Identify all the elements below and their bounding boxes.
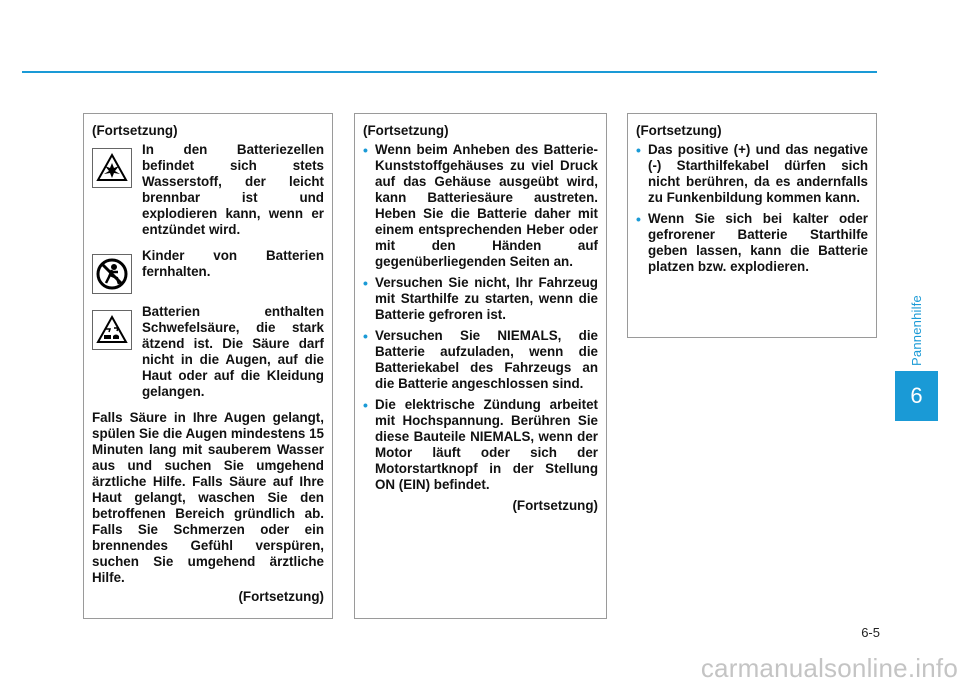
warning-panel-3 xyxy=(627,113,877,338)
section-side-label xyxy=(906,294,926,366)
warning-text: Batterien enthalten Schwefelsäure, die stark ätzend ist. Die Säure darf nicht in die Augen, auf die Haut oder auf die Kleidung gelangen. xyxy=(142,304,324,399)
chapter-tab: 6 xyxy=(895,371,938,421)
bullet-icon: • xyxy=(636,142,641,158)
section-label-text: Pannenhilfe xyxy=(908,294,924,366)
page-number: 6-5 xyxy=(861,625,880,640)
warning-text: Kinder von Batterien fernhalten. xyxy=(142,248,324,279)
warning-panel-2 xyxy=(354,113,607,619)
warning-explosion xyxy=(92,142,324,238)
list-item: • Versuchen Sie nicht, Ihr Fahrzeug mit Starthilfe zu starten, wenn die Batterie gefroren ist. xyxy=(363,275,598,322)
list-item: • Wenn beim Anheben des Batterie-Kunststoffgehäuses zu viel Druck auf das Gehäuse ausgeübt wird, kann Batteriesäure austreten. Heben Sie die Batterie daher mit einem entsprechenden Heber oder mit den Händen auf gegenüberliegenden Seiten an. xyxy=(363,142,598,269)
list-item: • Versuchen Sie NIEMALS, die Batterie aufzuladen, wenn die Batteriekabel des Fahrzeugs an die Batterie angeschlossen sind. xyxy=(363,328,598,391)
bullet-icon: • xyxy=(363,142,368,158)
bullet-icon: • xyxy=(363,397,368,413)
bullet-icon: • xyxy=(363,275,368,291)
warning-list xyxy=(636,142,868,275)
warning-text: In den Batteriezellen befindet sich stets Wasserstoff, der leicht brennbar ist und explodieren kann, wenn er entzündet wird. xyxy=(142,142,324,237)
continued-heading: (Fortsetzung) xyxy=(636,123,722,138)
warning-children xyxy=(92,248,324,294)
corrosive-acid-icon xyxy=(92,310,132,350)
continued-footer: (Fortsetzung) xyxy=(512,498,598,513)
list-item: • Wenn Sie sich bei kalter oder gefrorener Batterie Starthilfe geben lassen, kann die Batterie platzen bzw. explodieren. xyxy=(636,211,868,274)
bullet-icon: • xyxy=(363,328,368,344)
warning-acid xyxy=(92,304,324,400)
continued-footer: (Fortsetzung) xyxy=(238,589,324,604)
continued-heading: (Fortsetzung) xyxy=(363,123,449,138)
header-rule xyxy=(22,71,877,73)
watermark: carmanualsonline.info xyxy=(700,653,958,683)
explosion-warning-icon xyxy=(92,148,132,188)
continued-heading: (Fortsetzung) xyxy=(92,123,178,138)
warning-panel-1 xyxy=(83,113,333,619)
keep-children-away-icon xyxy=(92,254,132,294)
bullet-icon: • xyxy=(636,211,641,227)
list-item: • Die elektrische Zündung arbeitet mit Hochspannung. Berühren Sie diese Bauteile NIEMALS, wenn der Motor läuft oder sich der Motorstartknopf in der Stellung ON (EIN) befindet. xyxy=(363,397,598,492)
warning-list xyxy=(363,142,598,493)
acid-first-aid-text: Falls Säure in Ihre Augen gelangt, spülen Sie die Augen mindestens 15 Minuten lang mit sauberem Wasser aus und suchen Sie umgehend ärztliche Hilfe. Falls Säure auf Ihre Haut gelangt, waschen Sie den betroffenen Bereich gründlich ab. Falls Sie Schmerzen oder ein brennendes Gefühl verspüren, suchen Sie umgehend ärztliche Hilfe. xyxy=(92,410,324,585)
list-item: • Das positive (+) und das negative (-) Starthilfekabel dürfen sich nicht berühren, da es andernfalls zu Funkenbildung kommen kann. xyxy=(636,142,868,205)
